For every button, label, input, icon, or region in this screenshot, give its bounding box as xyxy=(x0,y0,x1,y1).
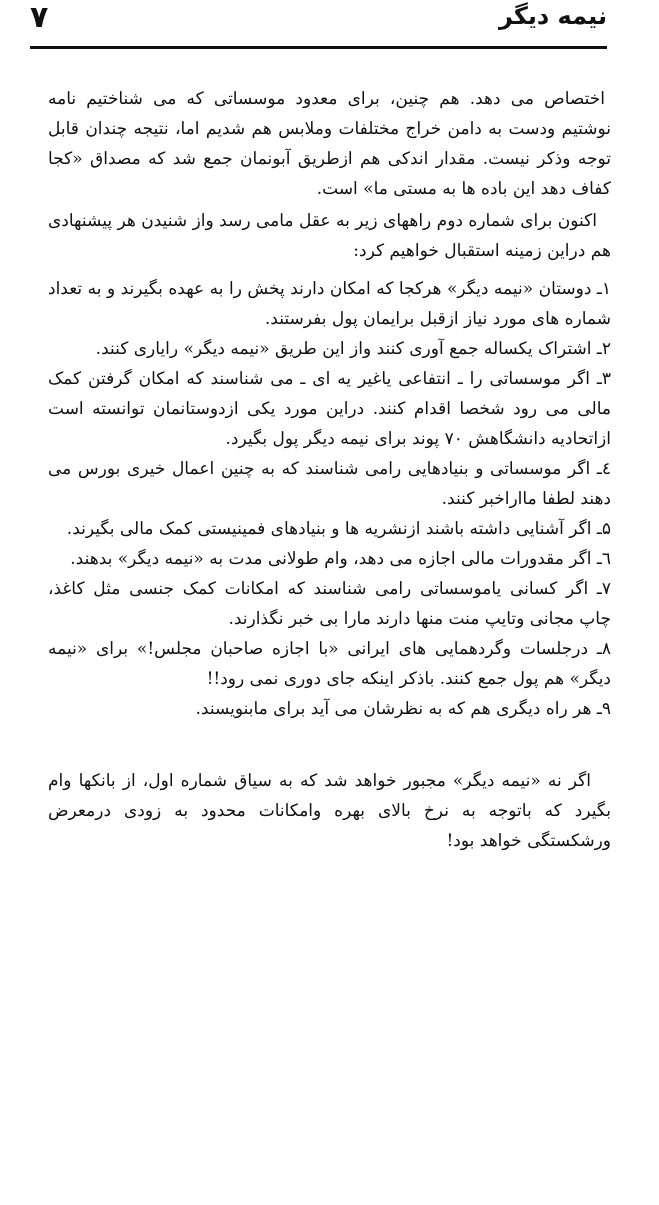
list-item: ۸ـ درجلسات وگردهمایی های ایرانی «با اجازه صاحبان مجلس!» برای «نیمه دیگر» هم پول جمع کنند. باذکر اینکه جای دوری نمی رود!! xyxy=(48,639,611,689)
list-item: ۹ـ هر راه دیگری هم که به نظرشان می آید برای مابنویسند. xyxy=(195,699,611,719)
closing-paragraph: اگر نه «نیمه دیگر» مجبور خواهد شد که به سیاق شماره اول، از بانکها وام بگیرد که باتوجه به نرخ بالای بهره وامکانات محدود به زودی درمعرض ورشکستگی خواهد بود! xyxy=(48,771,611,851)
list-item: ٤ـ اگر موسساتی و بنیادهایی رامی شناسند که به چنین اعمال خیری بورس می دهند لطفا مااراخبر کنند. xyxy=(48,459,611,509)
page-number: ۷ xyxy=(30,0,49,35)
list-item: ۳ـ اگر موسساتی را ـ انتفاعی یاغیر یه ای ـ می شناسند که امکان گرفتن کمک مالی می رود شخصا اقدام کنند. دراین مورد یکی ازدوستانمان توانسته است ازاتحادیه دانشگاهش ۷۰ پوند برای نیمه دیگر پول بگیرد. xyxy=(48,369,611,449)
call-paragraph: اکنون برای شماره دوم راههای زیر به عقل مامی رسد واز شنیدن هر پیشنهادی هم دراین زمینه استقبال خواهیم کرد: xyxy=(48,211,611,261)
list-item: ۷ـ اگر کسانی یاموسساتی رامی شناسند که امکانات کمک جنسی مثل کاغذ، چاپ مجانی وتایپ منت منها دارند مارا بی خبر نگذارند. xyxy=(48,579,611,629)
list-item: ۱ـ دوستان «نیمه دیگر» هرکجا که امکان دارند پخش را به عهده بگیرند و به تعداد شماره های مورد نیاز ازقبل برایمان پول بفرستند. xyxy=(48,279,611,329)
header-rule xyxy=(30,46,607,49)
suggestion-list xyxy=(48,274,611,724)
article-body xyxy=(48,84,611,856)
list-item: ۵ـ اگر آشنایی داشته باشند ازنشریه ها و بنیادهای فمینیستی کمک مالی بگیرند. xyxy=(66,519,611,539)
page-header xyxy=(30,2,607,42)
list-item: ۲ـ اشتراک یکساله جمع آوری کنند واز این طریق «نیمه دیگر» رایاری کنند. xyxy=(95,339,611,359)
journal-title: نیمه دیگر xyxy=(498,2,607,30)
intro-paragraph: اختصاص می دهد. هم چنین، برای معدود موسساتی که می شناختیم نامه نوشتیم ودست به دامن خراج مختلفات وملابس هم شدیم اما، نتیجه چندان قابل توجه وذکر نیست. مقدار اندکی هم ازطریق آبونمان جمع شد که مصداق «کجا کفاف دهد این باده ها به مستی ما» است. xyxy=(48,89,611,199)
list-item: ٦ـ اگر مقدورات مالی اجازه می دهد، وام طولانی مدت به «نیمه دیگر» بدهند. xyxy=(70,549,611,569)
